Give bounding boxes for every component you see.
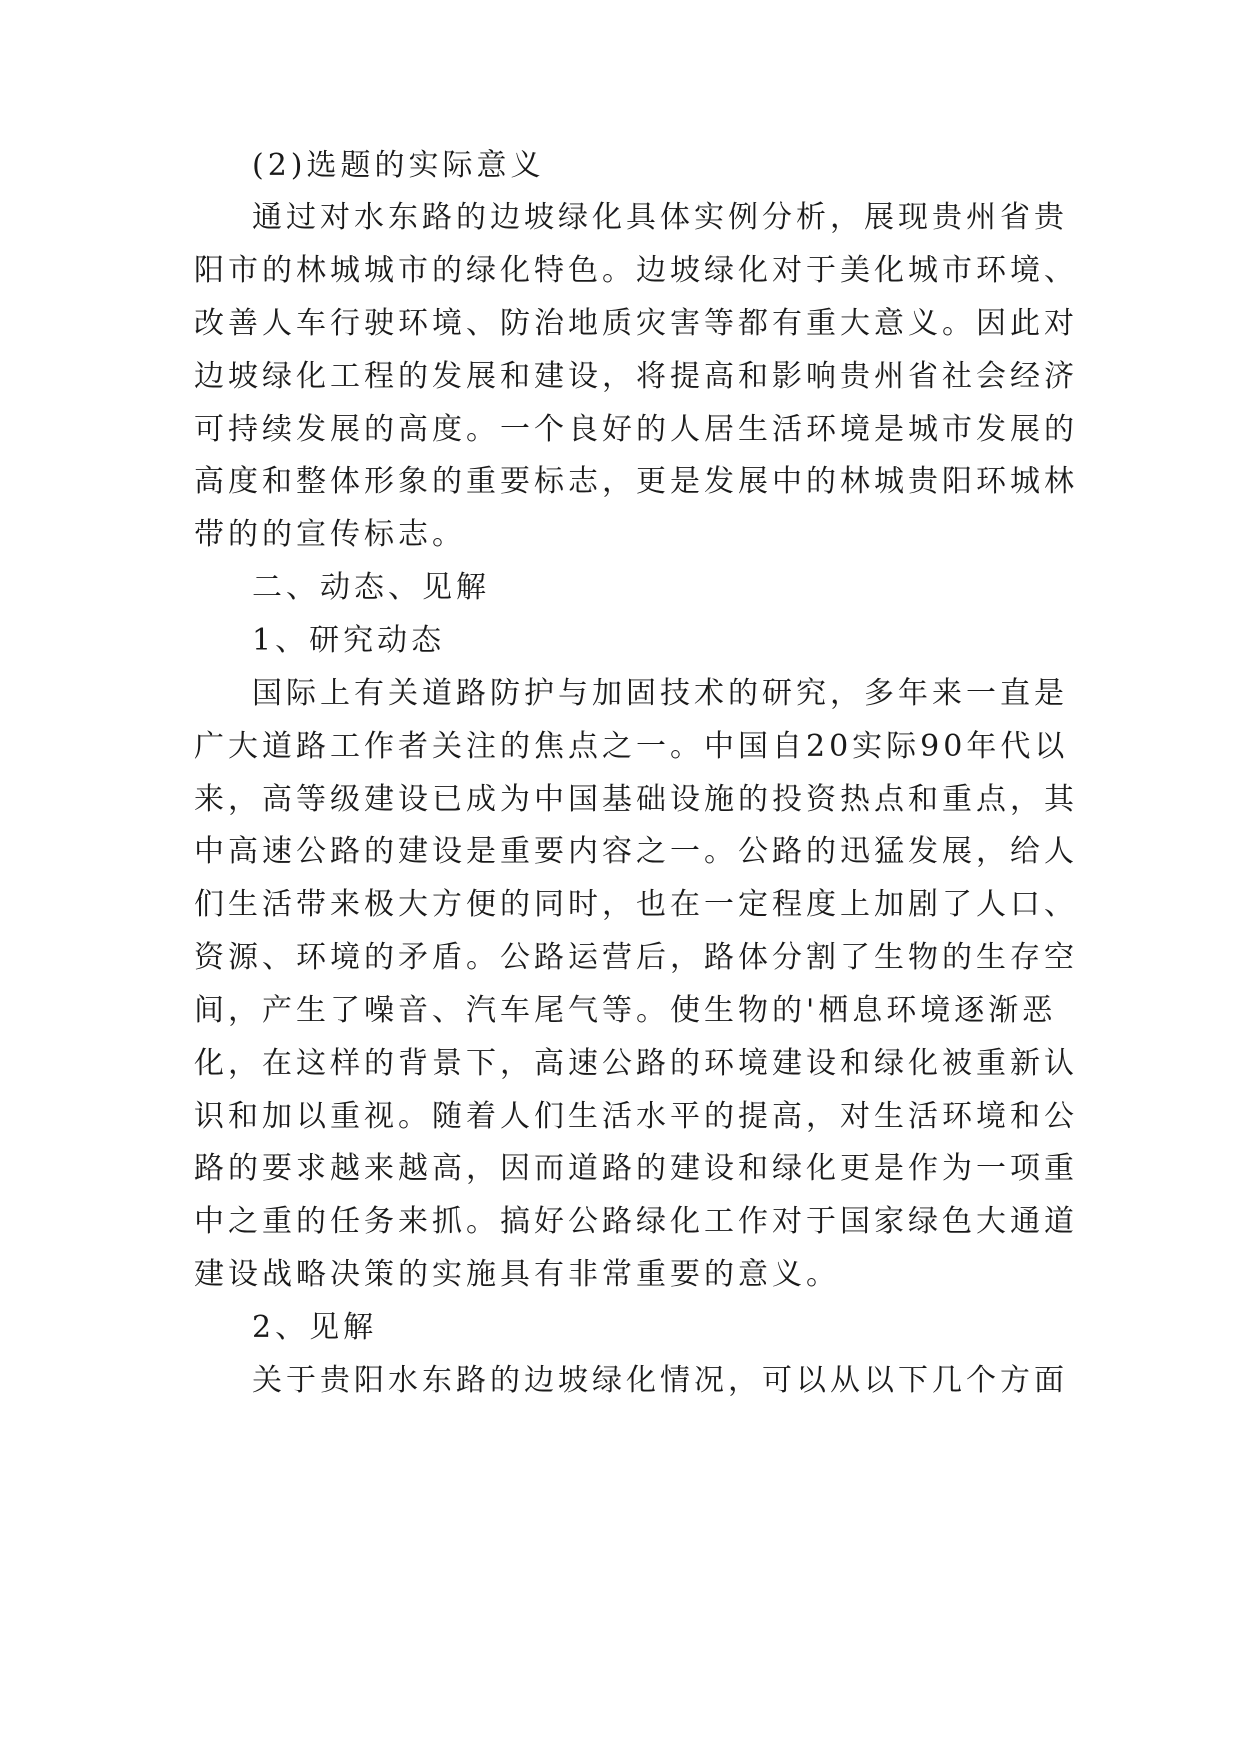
- text-line: 资源、环境的矛盾。公路运营后，路体分割了生物的生存空: [194, 940, 1078, 975]
- text-line: 间，产生了噪音、汽车尾气等。使生物的'栖息环境逐渐恶: [194, 993, 1057, 1028]
- section-heading-trends-views: 二、动态、见解: [252, 570, 490, 605]
- subsection-heading-views: 2、见解: [252, 1310, 378, 1345]
- text-line: 国际上有关道路防护与加固技术的研究，多年来一直是: [252, 676, 1068, 711]
- text-line: 阳市的林城城市的绿化特色。边坡绿化对于美化城市环境、: [194, 253, 1078, 288]
- text-line: 带的的宣传标志。: [194, 517, 466, 552]
- text-line: 边坡绿化工程的发展和建设，将提高和影响贵州省社会经济: [194, 359, 1078, 394]
- text-line: 广大道路工作者关注的焦点之一。中国自20实际90年代以: [194, 729, 1069, 764]
- text-line: 识和加以重视。随着人们生活水平的提高，对生活环境和公: [194, 1099, 1078, 1134]
- subsection-heading-practical-significance: (2)选题的实际意义: [252, 148, 545, 183]
- text-line: 化，在这样的背景下，高速公路的环境建设和绿化被重新认: [194, 1046, 1078, 1081]
- text-line: 中之重的任务来抓。搞好公路绿化工作对于国家绿色大通道: [194, 1204, 1078, 1239]
- text-line: 可持续发展的高度。一个良好的人居生活环境是城市发展的: [194, 412, 1078, 447]
- text-line: 中高速公路的建设是重要内容之一。公路的迅猛发展，给人: [194, 834, 1078, 869]
- text-line: 路的要求越来越高，因而道路的建设和绿化更是作为一项重: [194, 1151, 1078, 1186]
- text-line: 们生活带来极大方便的同时，也在一定程度上加剧了人口、: [194, 887, 1078, 922]
- text-line: 通过对水东路的边坡绿化具体实例分析，展现贵州省贵: [252, 200, 1068, 235]
- text-line: 关于贵阳水东路的边坡绿化情况，可以从以下几个方面: [252, 1363, 1068, 1398]
- subsection-heading-research-trends: 1、研究动态: [252, 623, 446, 658]
- text-line: 高度和整体形象的重要标志，更是发展中的林城贵阳环城林: [194, 464, 1078, 499]
- text-line: 改善人车行驶环境、防治地质灾害等都有重大意义。因此对: [194, 306, 1078, 341]
- text-line: 来，高等级建设已成为中国基础设施的投资热点和重点，其: [194, 782, 1078, 817]
- text-line: 建设战略决策的实施具有非常重要的意义。: [194, 1257, 840, 1292]
